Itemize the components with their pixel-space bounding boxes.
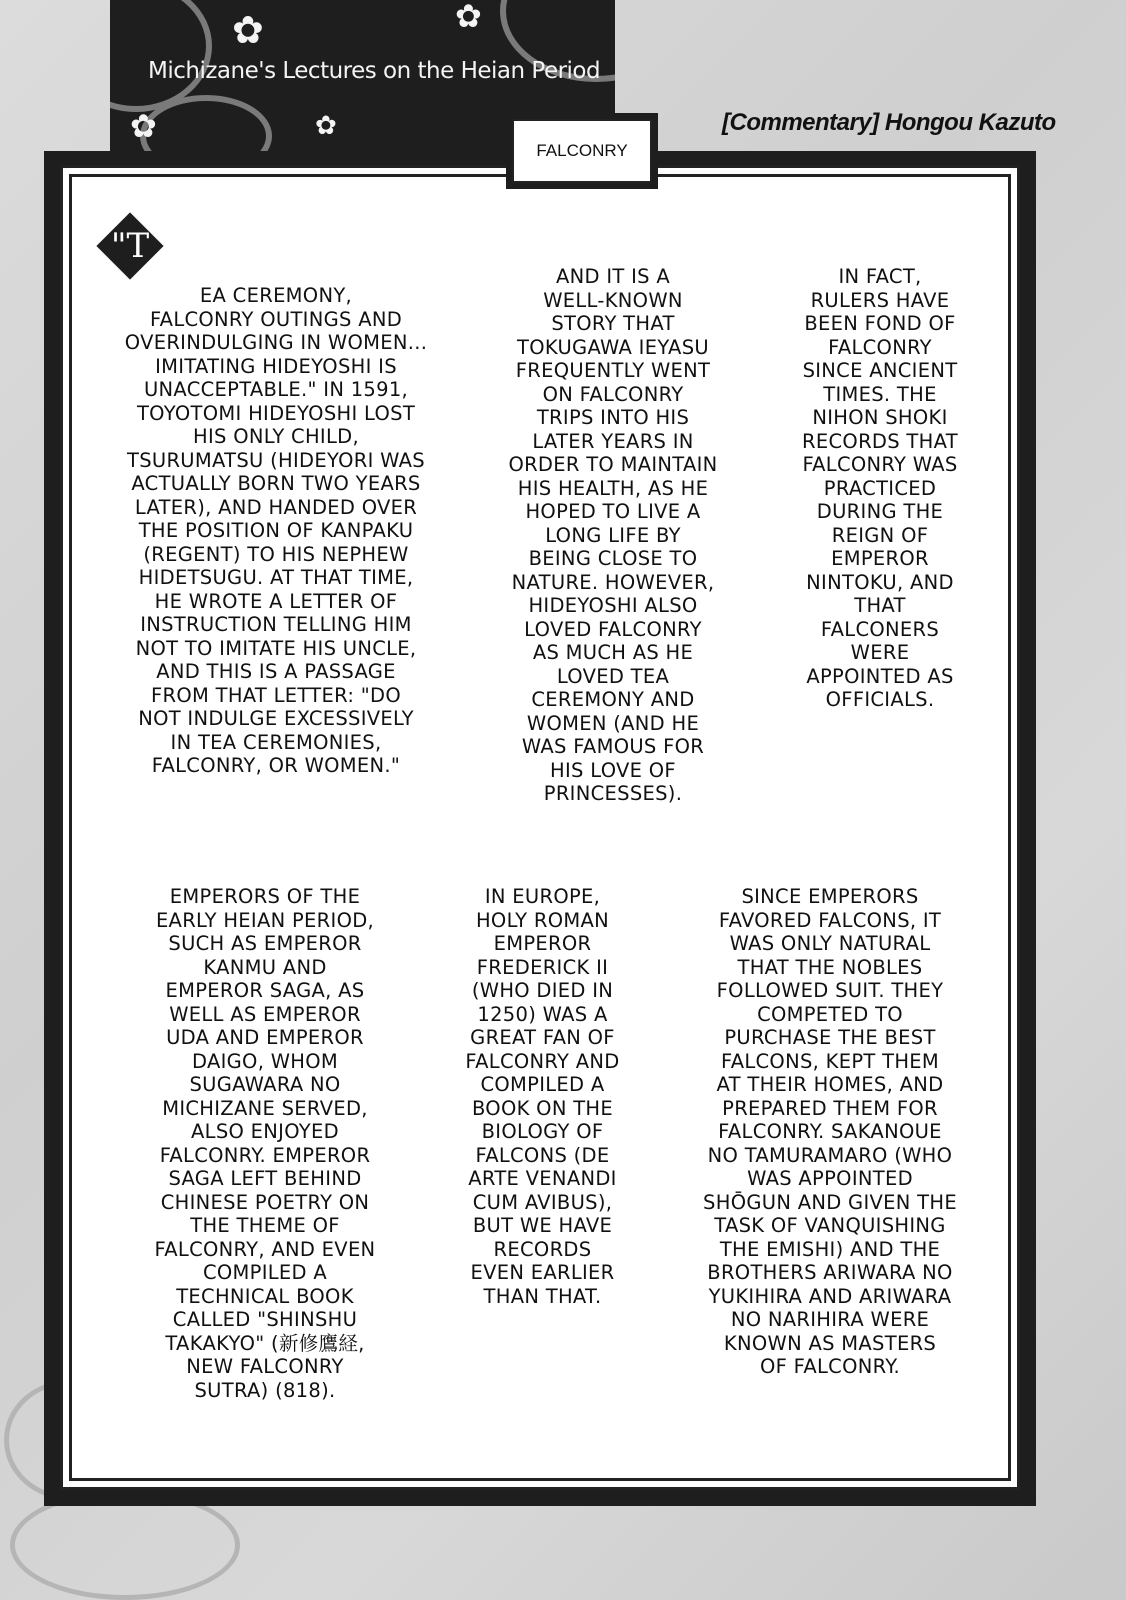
paragraph-ieyasu: AND IT IS A WELL-KNOWN STORY THAT TOKUGAWA IEYASU FREQUENTLY WENT ON FALCONRY TRIPS INTO HIS LATER YEARS IN ORDER TO MAINTAIN HIS HEALTH, AS HE HOPED TO LIVE A LONG LIFE BY BEING CLOSE TO NATURE. HOWEVER, HIDEYOSHI ALSO LOVED FALCONRY AS MUCH AS HE LOVED TEA CEREMONY AND WOMEN (AND HE WAS FAMOUS FOR HIS LOVE OF PRINCESSES). <box>508 265 718 805</box>
paragraph-heian-emperors: EMPERORS OF THE EARLY HEIAN PERIOD, SUCH AS EMPEROR KANMU AND EMPEROR SAGA, AS WELL AS EMPEROR UDA AND EMPEROR DAIGO, WHOM SUGAWARA NO MICHIZANE SERVED, ALSO ENJOYED FALCONRY. EMPEROR SAGA LEFT BEHIND CHINESE POETRY ON THE THEME OF FALCONRY, AND EVEN COMPILED A TECHNICAL BOOK CALLED "SHINSHU TAKAKYO" (新修鷹経, NEW FALCONRY SUTRA) (818). <box>154 885 376 1402</box>
paragraph-rulers: IN FACT, RULERS HAVE BEEN FOND OF FALCONRY SINCE ANCIENT TIMES. THE NIHON SHOKI RECORDS THAT FALCONRY WAS PRACTICED DURING THE REIGN OF EMPEROR NINTOKU, AND THAT FALCONERS WERE APPOINTED AS OFFICIALS. <box>802 265 958 711</box>
topic-text: FALCONRY <box>536 141 628 160</box>
paragraph-europe: IN EUROPE, HOLY ROMAN EMPEROR FREDERICK II (WHO DIED IN 1250) WAS A GREAT FAN OF FALCONRY AND COMPILED A BOOK ON THE BIOLOGY OF FALCONS (DE ARTE VENANDI CUM AVIBUS), BUT WE HAVE RECORDS EVEN EARLIER THAN THAT. <box>465 885 620 1308</box>
paragraph-nobles: SINCE EMPERORS FAVORED FALCONS, IT WAS ONLY NATURAL THAT THE NOBLES FOLLOWED SUIT. THEY COMPETED TO PURCHASE THE BEST FALCONS, KEPT THEM AT THEIR HOMES, AND PREPARED THEM FOR FALCONRY. SAKANOUE NO TAMURAMARO (WHO WAS APPOINTED SHŌGUN AND GIVEN THE TASK OF VANQUISHING THE EMISHI) AND THE BROTHERS ARIWARA NO YUKIHIRA AND ARIWARA NO NARIHIRA WERE KNOWN AS MASTERS OF FALCONRY. <box>703 885 957 1378</box>
decorative-swirl <box>10 1490 240 1600</box>
sakura-flower-icon: ✿ <box>315 110 337 140</box>
sakura-flower-icon: ✿ <box>130 108 157 144</box>
sakura-flower-icon: ✿ <box>455 0 482 34</box>
drop-cap-letter: "T <box>110 226 150 266</box>
paragraph-tea-ceremony: EA CEREMONY, FALCONRY OUTINGS AND OVERINDULGING IN WOMEN... IMITATING HIDEYOSHI IS UNACCEPTABLE." IN 1591, TOYOTOMI HIDEYOSHI LOST HIS ONLY CHILD, TSURUMATSU (HIDEYORI WAS ACTUALLY BORN TWO YEARS LATER), AND HANDED OVER THE POSITION OF KANPAKU (REGENT) TO HIS NEPHEW HIDETSUGU. AT THAT TIME, HE WROTE A LETTER OF INSTRUCTION TELLING HIM NOT TO IMITATE HIS UNCLE, AND THIS IS A PASSAGE FROM THAT LETTER: "DO NOT INDULGE EXCESSIVELY IN TEA CEREMONIES, FALCONRY, OR WOMEN." <box>124 284 428 777</box>
topic-label <box>506 113 658 189</box>
series-title: Michizane's Lectures on the Heian Period <box>148 58 601 84</box>
drop-cap <box>97 213 163 279</box>
commentary-credit: [Commentary] Hongou Kazuto <box>722 109 1056 136</box>
sakura-flower-icon: ✿ <box>232 10 264 52</box>
